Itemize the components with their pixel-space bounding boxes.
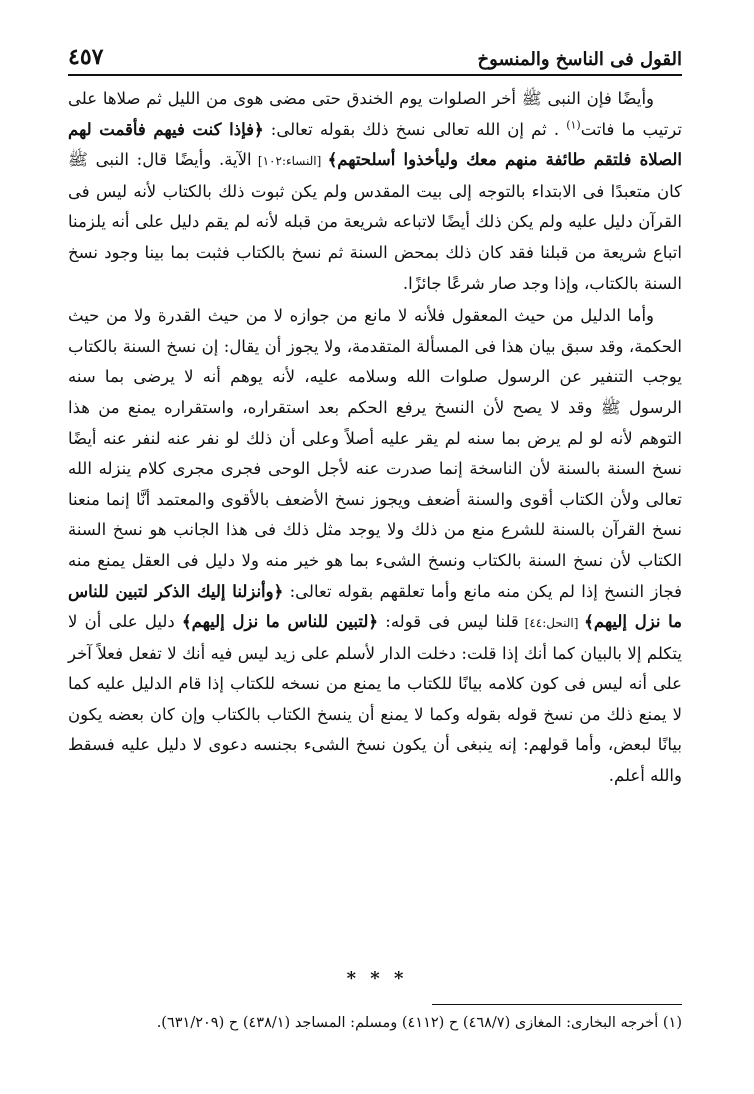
quran-quote-nahl-short: ﴿لتبين للناس ما نزل إليهم﴾ — [181, 612, 379, 632]
paragraph-2-text-c: دليل على أن لا يتكلم إلا بالبيان كما أنك إذا قلت: دخلت الدار لأسلم على زيد ليس فيه أنك لا تفعل فعلاً آخر على أنه ليس فى كون كلامه بيانًا للكتاب ما يمنع من نسخه للكتاب إذا قام الدليل عليه كما لا يمنع ذلك من نسخ قوله بقوله وكما لا يمنع أن ينسخ الكتاب بالكتاب وإن كان بعضه يكون بيانًا لبعض، وأما قولهم: إنه ينبغى أن يكون نسخ الشىء بجنسه دعوى لا دليل عليه فسقط والله أعلم. — [68, 612, 682, 786]
paragraph-2 — [68, 301, 682, 792]
quran-quote-nisa: ﴿فإذا كنت فيهم فأقمت لهم الصلاة فلتقم طائفة منهم معك وليأخذوا أسلحتهم﴾ — [68, 119, 683, 170]
paragraph-1 — [68, 84, 682, 299]
page-number: ٤٥٧ — [68, 44, 104, 70]
paragraph-1-text-b: . ثم إن الله تعالى نسخ ذلك بقوله تعالى: — [263, 119, 567, 139]
paragraph-2-text-a: وأما الدليل من حيث المعقول فلأنه لا مانع من جوازه لا من حيث القدرة ولا من حيث الحكمة، وقد سبق بيان هذا فى المسألة المتقدمة، ولا يجوز أن يقال: إن نسخ السنة بالكتاب يوجب التنفير عن الرسول صلوات الله وسلامه عليه، لأنه يوهم أنه لا يرضى بما سنه الرسول ﷺ وقد لا يصح لأن النسخ يرفع الحكم بعد استقراره، واستقراره يمنع من هذا التوهم لأنه لو لم يرض بما سنه لم يقر عليه أصلاً وعلى أن ذلك لو نفر عنه لنفر عنه أيضًا نسخ السنة بالسنة لأن الناسخة إنما صدرت عنه لأجل الوحى فجرى مجرى كلام ينزله الله تعالى ولأن الكتاب أقوى والسنة أضعف ويجوز نسخ الأضعف بالأقوى والمعتمد أنَّا إنما منعنا نسخ القرآن بالسنة للشرع منع من ذلك ولا يوجد مثل ذلك فى هذا الجانب هو نسخ السنة الكتاب لأن نسخ السنة بالكتاب ونسخ الشىء بما هو خير منه ولا دليل فى العقل يمنع منه فجاز النسخ إذا لم يكن منه مانع وأما تعلقهم بقوله تعالى: — [68, 306, 682, 601]
quran-reference-nisa: [النساء:١٠٢] — [251, 154, 328, 169]
paragraph-2-text-b: قلنا ليس فى قوله: — [378, 612, 519, 632]
quran-quote-nahl: ﴿وأنزلنا إليك الذكر لتبين للناس ما نزل إليهم﴾ — [68, 581, 683, 632]
main-text — [68, 84, 682, 792]
running-title: القول فى الناسخ والمنسوخ — [477, 49, 682, 70]
footnote: (١) أخرجه البخارى: المغازى (٤٦٨/٧) ح (٤١١٢) ومسلم: المساجد (٤٣٨/١) ح (٦٣١/٢٠٩). — [156, 1015, 682, 1031]
section-separator: * * * — [346, 968, 408, 989]
page-header — [68, 42, 682, 76]
paragraph-1-text-a: وأيضًا فإن النبى ﷺ أخر الصلوات يوم الخندق حتى مضى هوى من الليل ثم صلاها على ترتيب ما فاتت — [68, 89, 682, 139]
footnote-divider — [432, 1004, 682, 1005]
paragraph-1-text-c: الآية. وأيضًا قال: النبى ﷺ كان متعبدًا فى الابتداء بالتوجه إلى بيت المقدس ولم يكن ثبوت ذلك بالكتاب لأنه ليس فى القرآن دليل عليه ولم يكن ذلك أيضًا لاتباعه شريعة من قبله لأنه لم يقم دليل على أنه يلزمنا اتباع شريعة من قبلنا فقد كان ذلك بمحض السنة ثم نسخ بالكتاب فثبت بما بينا وجود نسخ السنة بالكتاب، وإذا وجد صار شرعًا جائزًا. — [68, 150, 682, 293]
footnote-marker: (١) — [566, 118, 581, 132]
quran-reference-nahl: [النحل:٤٤] — [518, 616, 585, 631]
